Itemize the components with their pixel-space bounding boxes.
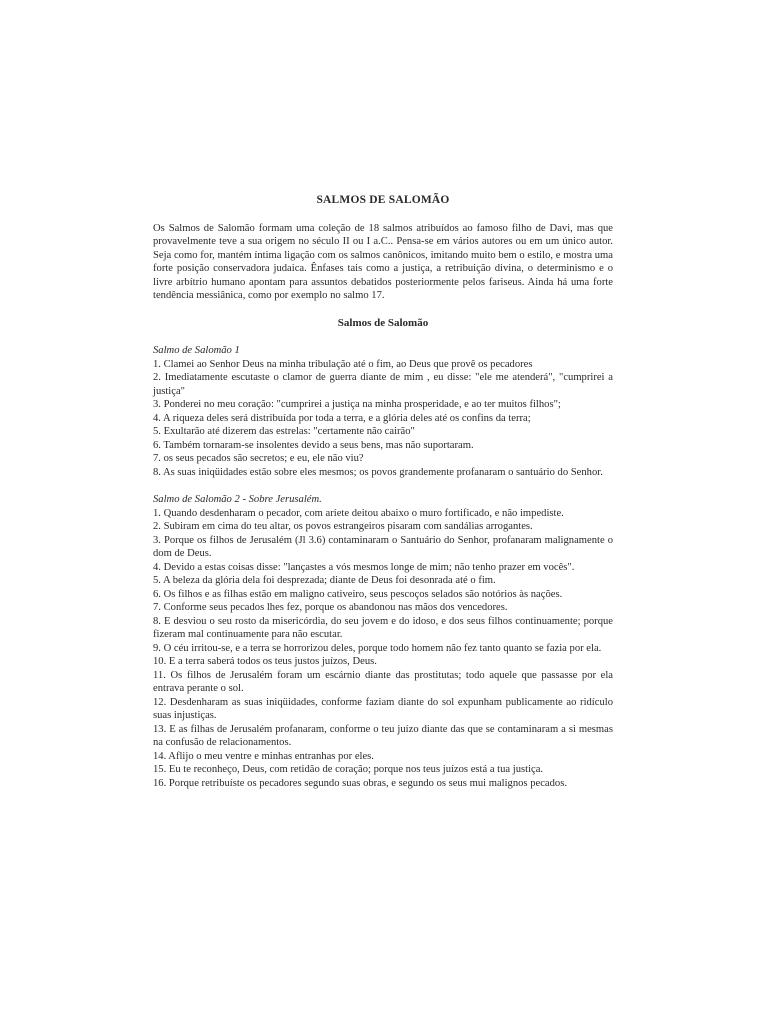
verse: 4. Devido a estas coisas disse: "lançastes a vós mesmos longe de mim; não tenho prazer em vocês". [153,561,575,573]
verse: 10. E a terra saberá todos os teus justos juízos, Deus. [153,656,377,667]
psalm-1 [153,344,613,479]
verse: 7. Conforme seus pecados lhes fez, porque os abandonou nas mãos dos vencedores. [153,602,508,613]
verse: 14. Aflijo o meu ventre e minhas entranhas por eles. [153,750,374,762]
verse: 8. As suas iniqüidades estão sobre eles mesmos; os povos grandemente profanaram o santuário do Senhor. [153,466,603,478]
verse: 2. Subiram em cima do teu altar, os povos estrangeiros pisaram com sandálias arrogantes. [153,521,533,532]
psalm-heading: Salmo de Salomão 1 [153,345,240,356]
verse: 6. Também tornaram-se insolentes devido a seus bens, mas não suportaram. [153,439,474,451]
verse: 5. A beleza da glória dela foi desprezada; diante de Deus foi desonrada até o fim. [153,575,496,586]
psalm-heading: Salmo de Salomão 2 - Sobre Jerusalém. [153,494,322,505]
document-title: SALMOS DE SALOMÃO [316,194,450,206]
verse: 2. Imediatamente escutaste o clamor de guerra diante de mim , eu disse: "ele me atenderá", "cumprirei a justiça" [153,372,613,397]
verse: 3. Porque os filhos de Jerusalém (Jl 3.6) contaminaram o Santuário do Senhor, profanaram malignamente o dom de Deus. [153,534,613,559]
verse: 1. Quando desdenharam o pecador, com aríete deitou abaixo o muro fortificado, e não impediste. [153,507,564,519]
verse-list [153,358,613,480]
section-title: Salmos de Salomão [337,316,429,329]
verse: 9. O céu irritou-se, e a terra se horrorizou deles, porque todo homem não fez tanto quanto se fazia por ela. [153,642,602,654]
verse: 11. Os filhos de Jerusalém foram um escárnio diante das prostitutas; todo aquele que passasse por ela entrava perante o sol. [153,669,613,694]
verse: 16. Porque retribuíste os pecadores segundo suas obras, e segundo os seus mui malignos pecados. [153,777,567,789]
verse: 4. A riqueza deles será distribuída por toda a terra, e a glória deles até os confins da terra; [153,412,531,424]
verse-list [153,507,613,791]
verse: 13. E as filhas de Jerusalém profanaram, conforme o teu juízo diante das que se contaminaram a si mesmas na confusão de relacionamentos. [153,723,613,748]
verse: 3. Ponderei no meu coração: "cumprirei a justiça na minha prosperidade, e ao ter muitos filhos"; [153,399,561,410]
document-body [153,194,613,804]
verse: 6. Os filhos e as filhas estão em maligno cativeiro, seus pescoços selados são notórios às nações. [153,588,563,600]
verse: 12. Desdenharam as suas iniqüidades, conforme faziam diante do sol expunham publicamente ao ridículo suas injustiças. [153,696,613,721]
verse: 8. E desviou o seu rosto da misericórdia, do seu jovem e do idoso, e dos seus filhos continuamente; porque fizeram mal continuamente para não escutar. [153,615,613,640]
psalm-2 [153,493,613,790]
verse: 5. Exultarão até dizerem das estrelas: "certamente não cairão" [153,426,415,437]
intro-paragraph: Os Salmos de Salomão formam uma coleção de 18 salmos atribuídos ao famoso filho de Davi, mas que provavelmente teve a sua origem no século II ou I a.C.. Pensa-se em vários autores ou em um único autor. Seja como for, mantém íntima ligação com os salmos canônicos, imitando muito bem o estilo, e mostra uma forte posição conservadora judaica. Ênfases tais como a justiça, a retribuição divina, o determinismo e o livre arbítrio humano apontam para assuntos debatidos posteriormente pelos fariseus. Ainda há uma forte tendência messiânica, como por exemplo no salmo 17. [153,222,613,301]
verse: 7. os seus pecados são secretos; e eu, ele não viu? [153,453,364,464]
verse: 15. Eu te reconheço, Deus, com retidão de coração; porque nos teus juízos está a tua justiça. [153,764,544,775]
verse: 1. Clamei ao Senhor Deus na minha tribulação até o fim, ao Deus que provê os pecadores [153,358,533,370]
